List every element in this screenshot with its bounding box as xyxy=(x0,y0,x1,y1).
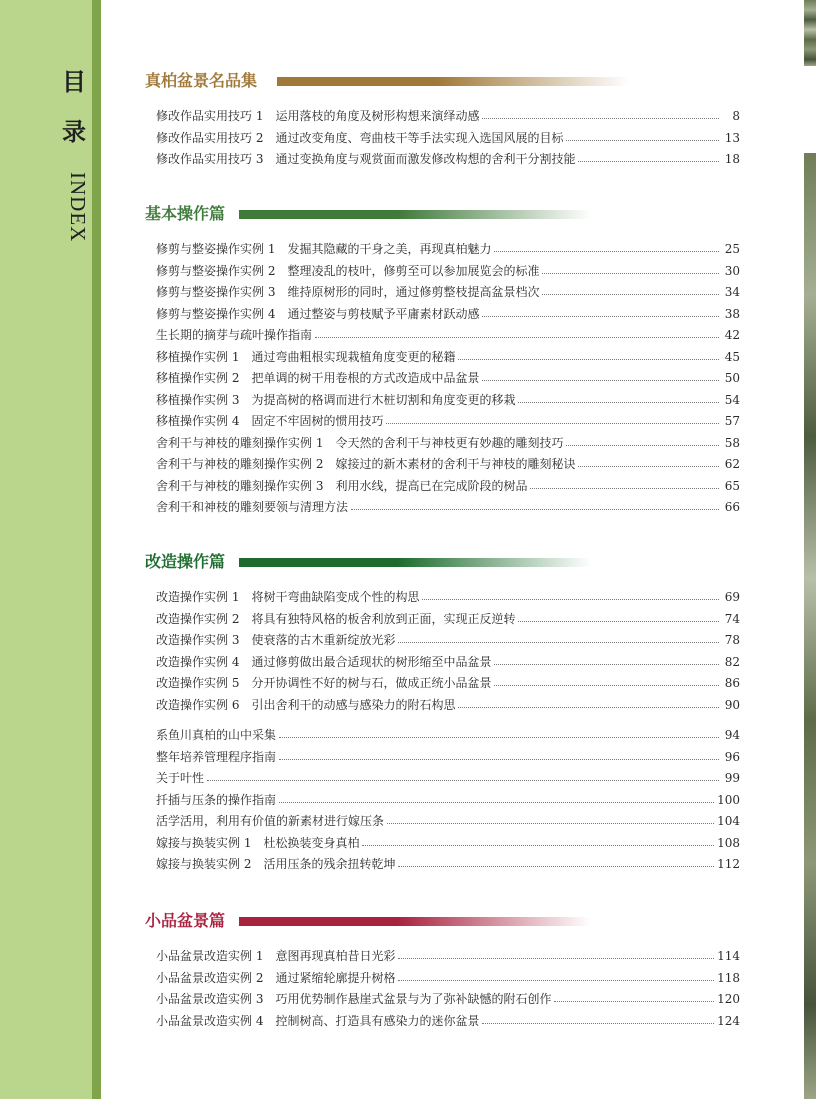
section-remodeling xyxy=(145,551,740,876)
toc-entry[interactable] xyxy=(145,347,740,369)
section-title: 基本操作篇 xyxy=(145,204,226,223)
toc-entry-title: 嫁接与换装实例 2 活用压条的残余扭转乾坤 xyxy=(156,857,396,871)
page-number: 90 xyxy=(724,697,740,712)
toc-list xyxy=(145,106,740,171)
page-number: 57 xyxy=(724,414,740,428)
page-number: 124 xyxy=(717,1013,740,1028)
dot-leader xyxy=(398,642,719,643)
toc-list xyxy=(145,587,740,876)
toc-entry[interactable] xyxy=(145,673,740,695)
dot-leader xyxy=(566,140,719,141)
page-number: 54 xyxy=(724,392,740,407)
decorative-photo-strip xyxy=(804,153,816,1099)
page-number: 30 xyxy=(724,263,740,278)
toc-entry[interactable] xyxy=(145,454,740,476)
dot-leader xyxy=(482,118,719,119)
section-title-bar xyxy=(239,558,591,567)
toc-entry-title: 修改作品实用技巧 3 通过变换角度与观赏面而激发修改构想的舍利干分割技能 xyxy=(156,152,576,166)
page-number: 74 xyxy=(724,611,740,626)
contents-title-char: 录 xyxy=(62,118,86,146)
toc-entry[interactable] xyxy=(145,946,740,968)
page-number: 13 xyxy=(724,130,740,145)
group-spacer xyxy=(145,716,740,725)
toc-entry[interactable] xyxy=(145,411,740,433)
toc-entry-title: 系鱼川真柏的山中采集 xyxy=(156,728,277,742)
dot-leader xyxy=(578,466,719,467)
toc-entry-title: 舍利干与神枝的雕刻操作实例 3 利用水线，提高已在完成阶段的树品 xyxy=(156,478,528,493)
toc-entry[interactable] xyxy=(145,239,740,261)
page-number: 25 xyxy=(724,242,740,256)
page-number: 45 xyxy=(724,349,740,364)
toc-entry[interactable] xyxy=(145,833,740,855)
toc-list xyxy=(145,946,740,1032)
toc-entry[interactable] xyxy=(145,476,740,498)
toc-entry[interactable] xyxy=(145,854,740,876)
toc-entry-title: 小品盆景改造实例 2 通过紧缩轮廓提升树格 xyxy=(156,970,396,985)
dot-leader xyxy=(554,1001,714,1002)
page-number: 42 xyxy=(724,328,740,342)
section-header xyxy=(145,70,740,96)
section-header xyxy=(145,203,740,229)
toc-entry-title: 改造操作实例 5 分开协调性不好的树与石，做成正统小品盆景 xyxy=(156,676,492,690)
page-number: 112 xyxy=(717,857,740,871)
toc-entry[interactable] xyxy=(145,390,740,412)
toc-entry[interactable] xyxy=(145,261,740,283)
dot-leader xyxy=(542,294,719,295)
page-number: 66 xyxy=(724,500,740,514)
toc-entry[interactable] xyxy=(145,790,740,812)
section-title: 改造操作篇 xyxy=(145,552,226,571)
toc-entry-title: 生长期的摘芽与疏叶操作指南 xyxy=(156,328,313,342)
page-number: 100 xyxy=(717,792,740,807)
toc-entry-title: 活学活用，利用有价值的新素材进行嫁压条 xyxy=(156,814,385,828)
page-number: 50 xyxy=(724,371,740,385)
dot-leader xyxy=(362,845,714,846)
toc-entry-title: 小品盆景改造实例 4 控制树高、打造具有感染力的迷你盆景 xyxy=(156,1013,480,1028)
toc-entry[interactable] xyxy=(145,128,740,150)
section-title-bar xyxy=(277,77,629,86)
toc-entry-title: 修剪与整姿操作实例 4 通过整姿与剪枝赋予平庸素材跃动感 xyxy=(156,306,480,321)
page-number: 34 xyxy=(724,285,740,299)
toc-entry-title: 嫁接与换装实例 1 杜松换装变身真柏 xyxy=(156,835,360,850)
page-number: 62 xyxy=(724,457,740,471)
toc-entry[interactable] xyxy=(145,747,740,769)
index-label: INDEX xyxy=(66,172,90,243)
page-number: 38 xyxy=(724,306,740,321)
page-number: 82 xyxy=(724,654,740,669)
section-header xyxy=(145,910,740,936)
contents-title-char: 目 xyxy=(62,68,86,96)
toc-entry-title: 改造操作实例 1 将树干弯曲缺陷变成个性的构思 xyxy=(156,590,420,604)
dot-leader xyxy=(279,802,714,803)
dot-leader xyxy=(458,359,719,360)
dot-leader xyxy=(518,621,719,622)
toc-entry[interactable] xyxy=(145,368,740,390)
dot-leader xyxy=(530,488,719,489)
dot-leader xyxy=(386,423,719,424)
dot-leader xyxy=(398,958,714,959)
page-number: 104 xyxy=(717,814,740,828)
contents-title xyxy=(56,70,92,170)
page-number: 108 xyxy=(717,835,740,850)
section-title: 真柏盆景名品集 xyxy=(145,71,258,90)
toc-entry[interactable] xyxy=(145,304,740,326)
toc-entry-title: 改造操作实例 2 将具有独特风格的板舍利放到正面，实现正反逆转 xyxy=(156,611,516,626)
dot-leader xyxy=(482,380,719,381)
dot-leader xyxy=(351,509,719,510)
toc-list xyxy=(145,239,740,519)
toc-entry-title: 舍利干与神枝的雕刻操作实例 2 嫁接过的新木素材的舍利干与神枝的雕刻秘诀 xyxy=(156,457,576,471)
section-header xyxy=(145,551,740,577)
toc-entry-title: 改造操作实例 6 引出舍利干的动感与感染力的附石构思 xyxy=(156,697,456,712)
toc-entry[interactable] xyxy=(145,725,740,747)
decorative-photo-strip xyxy=(804,0,816,66)
toc-entry-title: 舍利干和神枝的雕刻要领与清理方法 xyxy=(156,500,349,514)
dot-leader xyxy=(482,1023,714,1024)
dot-leader xyxy=(578,161,719,162)
section-mini-bonsai xyxy=(145,910,740,1032)
toc-entry[interactable] xyxy=(145,768,740,790)
toc-entry-title: 扦插与压条的操作指南 xyxy=(156,792,277,807)
dot-leader xyxy=(315,337,719,338)
toc-entry-title: 修剪与整姿操作实例 2 整理凌乱的枝叶，修剪至可以参加展览会的标准 xyxy=(156,263,540,278)
page-number: 78 xyxy=(724,633,740,647)
dot-leader xyxy=(458,707,719,708)
toc-entry-title: 改造操作实例 4 通过修剪做出最合适现状的树形缩至中品盆景 xyxy=(156,654,492,669)
toc-entry-title: 整年培养管理程序指南 xyxy=(156,749,277,764)
dot-leader xyxy=(279,759,719,760)
page-number: 114 xyxy=(717,949,740,963)
section-title-bar xyxy=(239,917,591,926)
dot-leader xyxy=(482,316,719,317)
section-basic-operations xyxy=(145,203,740,519)
section-title: 小品盆景篇 xyxy=(145,911,226,930)
toc-entry-title: 移植操作实例 4 固定不牢固树的惯用技巧 xyxy=(156,414,384,428)
page-number: 99 xyxy=(724,771,740,785)
section-masterpieces xyxy=(145,70,740,171)
toc-entry[interactable] xyxy=(145,433,740,455)
dot-leader xyxy=(494,685,719,686)
toc-entry-title: 修改作品实用技巧 1 运用落枝的角度及树形构想来演绎动感 xyxy=(156,109,480,123)
page-number: 120 xyxy=(717,992,740,1006)
dot-leader xyxy=(207,780,719,781)
toc-entry[interactable] xyxy=(145,989,740,1011)
dot-leader xyxy=(518,402,719,403)
page-number: 18 xyxy=(724,152,740,166)
dot-leader xyxy=(542,273,719,274)
toc-entry[interactable] xyxy=(145,497,740,519)
toc-entry[interactable] xyxy=(145,652,740,674)
toc-entry-title: 修剪与整姿操作实例 1 发掘其隐藏的干身之美，再现真柏魅力 xyxy=(156,242,492,256)
toc-entry-title: 修改作品实用技巧 2 通过改变角度、弯曲枝干等手法实现入选国风展的目标 xyxy=(156,130,564,145)
toc-entry[interactable] xyxy=(145,811,740,833)
toc-entry[interactable] xyxy=(145,695,740,717)
toc-entry[interactable] xyxy=(145,282,740,304)
dot-leader xyxy=(422,599,719,600)
toc-entry[interactable] xyxy=(145,630,740,652)
toc-entry[interactable] xyxy=(145,609,740,631)
toc-entry[interactable] xyxy=(145,968,740,990)
page-number: 65 xyxy=(724,478,740,493)
toc-entry-title: 改造操作实例 3 使衰落的古木重新绽放光彩 xyxy=(156,633,396,647)
toc-entry-title: 舍利干与神枝的雕刻操作实例 1 令天然的舍利干与神枝更有妙趣的雕刻技巧 xyxy=(156,435,564,450)
toc-entry[interactable] xyxy=(145,325,740,347)
toc-entry-title: 移植操作实例 2 把单调的树干用卷根的方式改造成中品盆景 xyxy=(156,371,480,385)
page-number: 96 xyxy=(724,749,740,764)
toc-entry[interactable] xyxy=(145,149,740,171)
page-number: 94 xyxy=(724,728,740,742)
page-number: 8 xyxy=(732,109,740,123)
dot-leader xyxy=(279,737,719,738)
toc-entry[interactable] xyxy=(145,587,740,609)
toc-entry[interactable] xyxy=(145,106,740,128)
toc-entry-title: 小品盆景改造实例 1 意图再现真柏昔日光彩 xyxy=(156,949,396,963)
toc-entry-title: 关于叶性 xyxy=(156,771,205,785)
dot-leader xyxy=(398,980,714,981)
page-number: 69 xyxy=(724,590,740,604)
dot-leader xyxy=(494,664,719,665)
sidebar-edge-stripe xyxy=(92,0,101,1099)
toc-entry-title: 移植操作实例 1 通过弯曲粗根实现栽植角度变更的秘籍 xyxy=(156,349,456,364)
toc-entry[interactable] xyxy=(145,1011,740,1033)
section-title-bar xyxy=(239,210,591,219)
dot-leader xyxy=(494,251,719,252)
page-number: 118 xyxy=(717,970,740,985)
dot-leader xyxy=(387,823,714,824)
dot-leader xyxy=(566,445,719,446)
dot-leader xyxy=(398,866,714,867)
page-number: 86 xyxy=(724,676,740,690)
page-number: 58 xyxy=(724,435,740,450)
toc-entry-title: 移植操作实例 3 为提高树的格调而进行木桩切割和角度变更的移栽 xyxy=(156,392,516,407)
toc-entry-title: 修剪与整姿操作实例 3 维持原树形的同时，通过修剪整枝提高盆景档次 xyxy=(156,285,540,299)
toc-entry-title: 小品盆景改造实例 3 巧用优势制作悬崖式盆景与为了弥补缺憾的附石创作 xyxy=(156,992,552,1006)
